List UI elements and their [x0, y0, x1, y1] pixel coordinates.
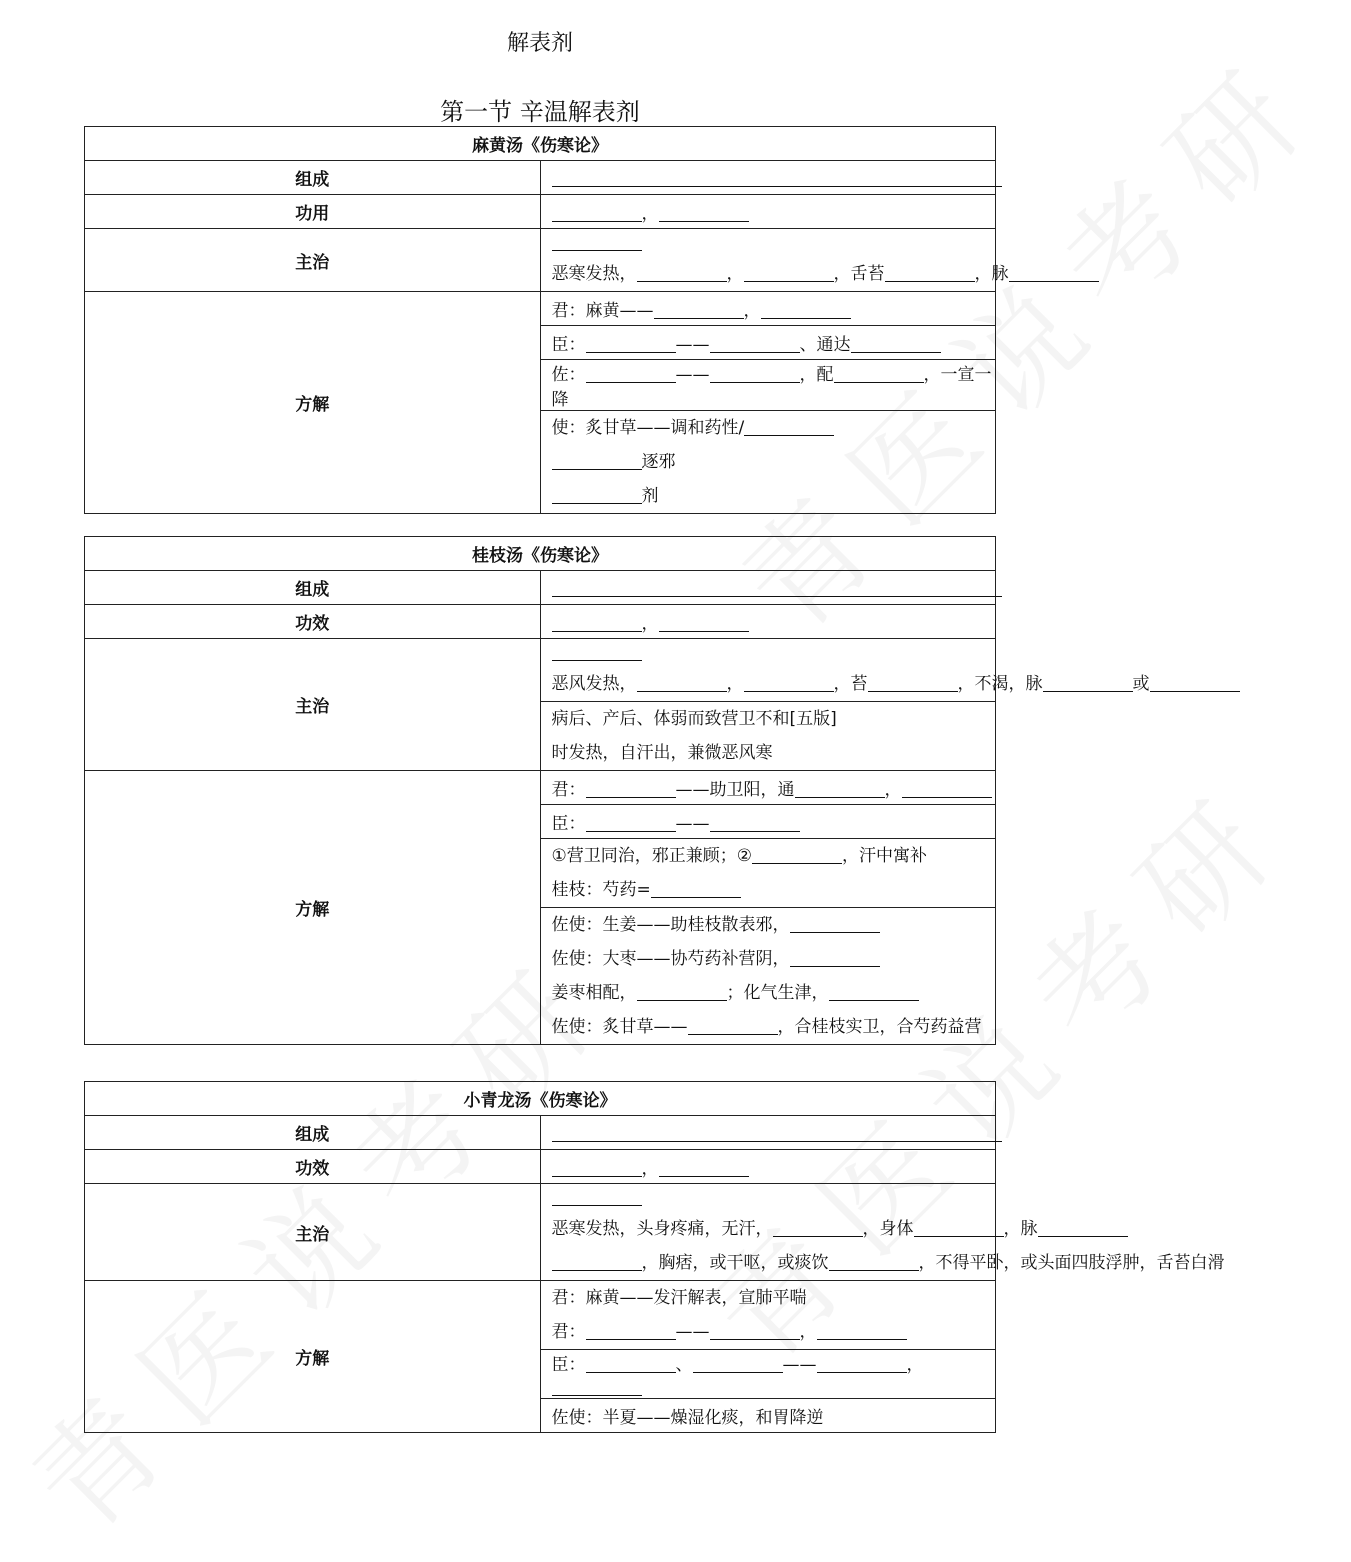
- blank[interactable]: [773, 1216, 863, 1237]
- blank[interactable]: [552, 1375, 642, 1396]
- blank[interactable]: [1043, 671, 1133, 692]
- blank[interactable]: [817, 1319, 907, 1340]
- blank[interactable]: [761, 298, 851, 319]
- blank[interactable]: [710, 811, 800, 832]
- label-zucheng: 组成: [85, 161, 541, 195]
- blank[interactable]: [552, 640, 642, 661]
- blank[interactable]: [744, 415, 834, 436]
- blank[interactable]: [654, 298, 744, 319]
- blank[interactable]: [744, 671, 834, 692]
- blank[interactable]: [552, 166, 1002, 187]
- blank[interactable]: [744, 261, 834, 282]
- blank[interactable]: [1009, 261, 1099, 282]
- blank[interactable]: [552, 1185, 642, 1206]
- blank[interactable]: [586, 1319, 676, 1340]
- blank[interactable]: [586, 332, 676, 353]
- blank[interactable]: [586, 362, 676, 383]
- blank[interactable]: [1150, 671, 1240, 692]
- label-zhuzhi: 主治: [85, 229, 541, 292]
- table-mahuang-tang: 麻黄汤《伤寒论》 组成 功用 ， 主治 恶寒发热， ， ，舌苔 ，脉 方解 君：麻黄—— ， 臣： —— 、通达 佐： —— ，配 ，一宣一降 使：炙甘草——调和药性/ 逐邪 剂: [84, 126, 996, 514]
- blank[interactable]: [552, 1121, 1002, 1142]
- text-line: 君：麻黄——发汗解表，宣肺平喘: [551, 1288, 807, 1308]
- blank[interactable]: [693, 1352, 783, 1373]
- blank[interactable]: [790, 912, 880, 933]
- blank[interactable]: [552, 449, 642, 470]
- blank[interactable]: [586, 1352, 676, 1373]
- blank[interactable]: [817, 1352, 907, 1373]
- blank[interactable]: [552, 576, 1002, 597]
- blank[interactable]: [710, 332, 800, 353]
- blank[interactable]: [710, 362, 800, 383]
- blank[interactable]: [834, 362, 924, 383]
- page-title: 解表剂: [506, 31, 573, 56]
- blank[interactable]: [829, 980, 919, 1001]
- label-fangjie: 方解: [85, 771, 541, 1045]
- blank[interactable]: [651, 877, 741, 898]
- blank[interactable]: [851, 332, 941, 353]
- formula-name: 小青龙汤《伤寒论》: [85, 1082, 996, 1116]
- section-title: 第一节 辛温解表剂: [440, 98, 640, 126]
- label-zucheng: 组成: [85, 1116, 541, 1150]
- blank[interactable]: [586, 777, 676, 798]
- blank[interactable]: [790, 946, 880, 967]
- blank[interactable]: [885, 261, 975, 282]
- blank[interactable]: [659, 201, 749, 222]
- blank[interactable]: [637, 671, 727, 692]
- blank[interactable]: [752, 843, 842, 864]
- blank[interactable]: [688, 1014, 778, 1035]
- blank[interactable]: [795, 777, 885, 798]
- table-xiaoqinglong-tang: 小青龙汤《伤寒论》 组成 功效 ， 主治 恶寒发热，头身疼痛，无汗， ，身体 ，脉 ，胸痞，或干呕，或痰饮 ，不得平卧，或头面四肢浮肿，舌苔白滑 方解 君：麻黄——发汗解表，宣肺平喘 君： —— ， 臣： 、 —— ， 佐使：半夏——燥湿化痰，和胃降逆: [84, 1081, 996, 1433]
- blank[interactable]: [586, 811, 676, 832]
- formula-name: 麻黄汤《伤寒论》: [85, 127, 996, 161]
- text-line: 病后、产后、体弱而致营卫不和[五版]: [551, 709, 837, 729]
- label-zhuzhi: 主治: [85, 639, 541, 771]
- blank[interactable]: [552, 483, 642, 504]
- blank[interactable]: [914, 1216, 1004, 1237]
- blank[interactable]: [710, 1319, 800, 1340]
- formula-name: 桂枝汤《伤寒论》: [85, 537, 996, 571]
- blank[interactable]: [829, 1250, 919, 1271]
- blank[interactable]: [659, 1156, 749, 1177]
- blank[interactable]: [659, 611, 749, 632]
- label-fangjie: 方解: [85, 292, 541, 514]
- label-zhuzhi: 主治: [85, 1184, 541, 1281]
- label-zucheng: 组成: [85, 571, 541, 605]
- blank[interactable]: [552, 201, 642, 222]
- text-line: 佐使：半夏——燥湿化痰，和胃降逆: [540, 1399, 996, 1433]
- blank[interactable]: [552, 611, 642, 632]
- blank[interactable]: [902, 777, 992, 798]
- label-fangjie: 方解: [85, 1281, 541, 1433]
- blank[interactable]: [1038, 1216, 1128, 1237]
- blank[interactable]: [637, 980, 727, 1001]
- blank[interactable]: [552, 1250, 642, 1271]
- label-gongxiao: 功效: [85, 605, 541, 639]
- blank[interactable]: [637, 261, 727, 282]
- blank[interactable]: [868, 671, 958, 692]
- table-guizhi-tang: 桂枝汤《伤寒论》 组成 功效 ， 主治 恶风发热， ， ，苔 ，不渴，脉 或 病后、产后、体弱而致营卫不和[五版] 时发热，自汗出，兼微恶风寒 方解 君： ——助卫阳，通 ， 臣： —— ①营卫同治，邪正兼顾；② ，汗中寓补 桂枝：芍药= 佐使：生姜——助桂枝散表邪， 佐使：大枣——协芍药补营阴， 姜枣相配， ；化气生津， 佐使：炙甘草—— ，合桂枝实卫，合芍药益营: [84, 536, 996, 1045]
- label-gongxiao: 功效: [85, 1150, 541, 1184]
- label-gongyong: 功用: [85, 195, 541, 229]
- blank[interactable]: [552, 1156, 642, 1177]
- blank[interactable]: [552, 230, 642, 251]
- text-line: 时发热，自汗出，兼微恶风寒: [551, 743, 773, 763]
